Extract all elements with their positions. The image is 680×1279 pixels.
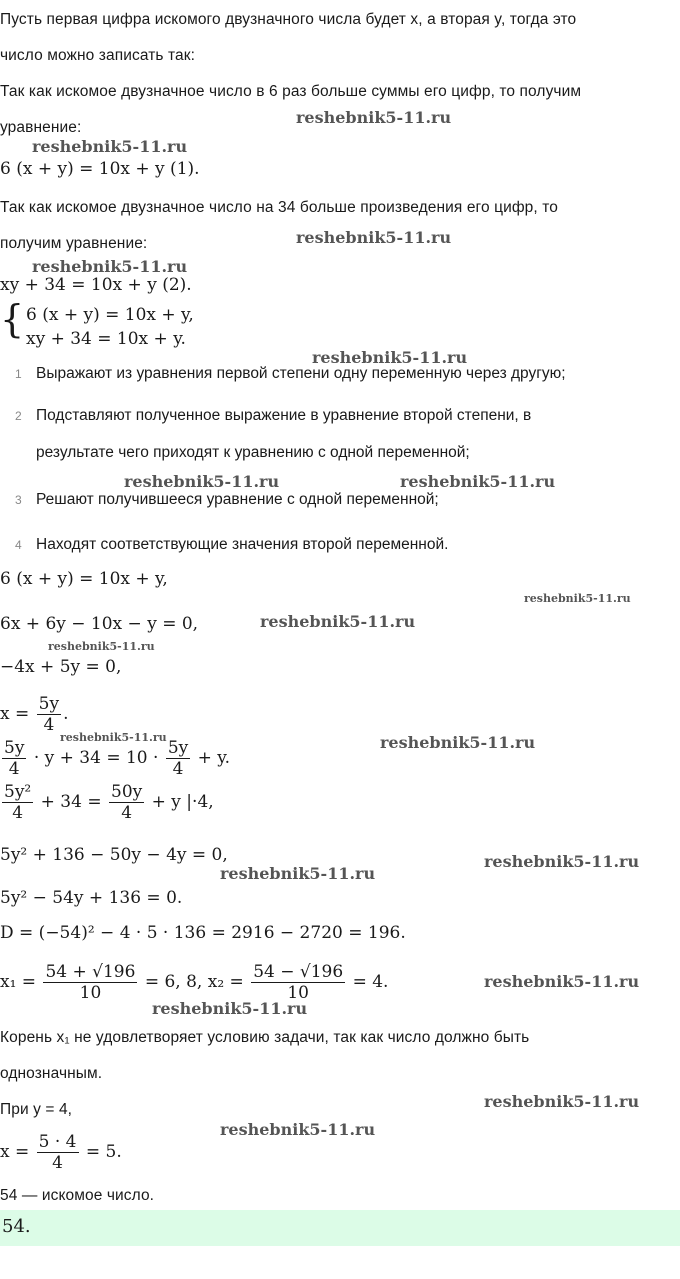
step-text: Находят соответствующие значения второй переменной. [36, 536, 449, 553]
watermark: reshebnik5-11.ru [220, 1120, 376, 1139]
para2-line-2: получим уравнение: [0, 235, 148, 252]
solution-step-5 [0, 738, 230, 779]
step-number: 4 [15, 538, 22, 552]
fraction [37, 1132, 79, 1173]
numerator: 5y² [4, 782, 32, 802]
denominator: 10 [287, 983, 309, 1003]
conclusion-final: 54 — искомое число. [0, 1187, 155, 1204]
x-value-equation [0, 1132, 122, 1173]
watermark: reshebnik5-11.ru [152, 999, 308, 1018]
watermark: reshebnik5-11.ru [400, 472, 556, 491]
fraction [109, 782, 144, 823]
system-row-1: 6 (x + y) = 10x + y, [26, 305, 194, 325]
numerator: 5 · 4 [38, 1132, 77, 1152]
solution-step-4 [0, 694, 68, 735]
system-row-2: xy + 34 = 10x + y. [26, 329, 186, 349]
intro-line-4: уравнение: [0, 119, 82, 136]
watermark: reshebnik5-11.ru [484, 1092, 640, 1111]
step-number: 1 [15, 367, 22, 381]
step-number: 2 [15, 409, 22, 423]
numerator: 5y [167, 738, 189, 758]
denominator: 4 [52, 1153, 63, 1173]
watermark: reshebnik5-11.ru [312, 348, 468, 367]
step-text: Выражают из уравнения первой степени одну переменную через другую; [36, 365, 566, 382]
watermark: reshebnik5-11.ru [124, 472, 280, 491]
solution-step-2: 6x + 6y − 10x − y = 0, [0, 614, 199, 634]
step-number: 3 [15, 493, 22, 507]
solution-step-6 [0, 782, 214, 823]
watermark: reshebnik5-11.ru [48, 640, 155, 653]
solution-step-7: 5y² + 136 − 50y − 4y = 0, [0, 845, 228, 865]
fraction [2, 782, 33, 823]
numerator: 50y [111, 782, 143, 802]
answer-text: 54. [2, 1216, 31, 1237]
middle: = 6, 8, x₂ = [144, 972, 244, 992]
numerator: 5y [4, 738, 25, 758]
watermark: reshebnik5-11.ru [296, 228, 452, 247]
step-text: Решают получившееся уравнение с одной переменной; [36, 491, 439, 508]
lhs: x = [0, 1142, 30, 1162]
watermark: reshebnik5-11.ru [380, 733, 536, 752]
end: + y |·4, [151, 792, 214, 812]
watermark: reshebnik5-11.ru [220, 864, 376, 883]
equation-2: xy + 34 = 10x + y (2). [0, 275, 192, 295]
answer-box [0, 1210, 680, 1246]
fraction [2, 738, 26, 779]
equation-system [0, 297, 260, 352]
step-text: результате чего приходят к уравнению с одной переменной; [36, 444, 470, 461]
conclusion-line-3: При y = 4, [0, 1101, 73, 1118]
denominator: 4 [172, 759, 184, 779]
middle: · y + 34 = 10 · [33, 748, 159, 768]
conclusion-line-1: Корень x₁ не удовлетворяет условию задачи, так как число должно быть [0, 1029, 530, 1046]
end: = 5. [85, 1142, 122, 1162]
lhs: x = [0, 704, 30, 724]
denominator: 4 [121, 803, 133, 823]
end: . [63, 704, 69, 724]
numerator: 54 − √196 [253, 962, 344, 982]
denominator: 10 [79, 983, 102, 1003]
system-brace: { [0, 297, 25, 341]
solution-step-10 [0, 962, 388, 1003]
lhs: x₁ = [0, 972, 37, 992]
solution-step-8: 5y² − 54y + 136 = 0. [0, 888, 183, 908]
end: + y. [197, 748, 231, 768]
denominator: 4 [12, 803, 24, 823]
step-text: Подставляют полученное выражение в уравнение второй степени, в [36, 407, 532, 424]
equation-1: 6 (x + y) = 10x + y (1). [0, 159, 200, 179]
solution-step-1: 6 (x + y) = 10x + y, [0, 569, 168, 589]
fraction [43, 962, 137, 1003]
solution-step-9: D = (−54)² − 4 · 5 · 136 = 2916 − 2720 = 196. [0, 923, 406, 943]
intro-line-1: Пусть первая цифра искомого двузначного числа будет x, а вторая y, тогда это [0, 11, 577, 28]
intro-line-2: число можно записать так: [0, 47, 196, 64]
middle: + 34 = [40, 792, 102, 812]
watermark: reshebnik5-11.ru [484, 852, 640, 871]
numerator: 5y [38, 694, 60, 714]
watermark: reshebnik5-11.ru [32, 257, 188, 276]
intro-line-3: Так как искомое двузначное число в 6 раз больше суммы его цифр, то получим [0, 83, 582, 100]
fraction [166, 738, 190, 779]
watermark: reshebnik5-11.ru [32, 137, 188, 156]
conclusion-line-2: однозначным. [0, 1065, 103, 1082]
watermark: reshebnik5-11.ru [296, 108, 452, 127]
denominator: 4 [8, 759, 20, 779]
watermark: reshebnik5-11.ru [260, 612, 416, 631]
watermark: reshebnik5-11.ru [524, 592, 631, 605]
end: = 4. [352, 972, 389, 992]
watermark: reshebnik5-11.ru [60, 731, 167, 744]
solution-step-3: −4x + 5y = 0, [0, 657, 122, 677]
numerator: 54 + √196 [45, 962, 136, 982]
denominator: 4 [43, 715, 55, 735]
fraction [251, 962, 345, 1003]
para2-line-1: Так как искомое двузначное число на 34 больше произведения его цифр, то [0, 199, 558, 216]
fraction [37, 694, 61, 735]
watermark: reshebnik5-11.ru [484, 972, 640, 991]
